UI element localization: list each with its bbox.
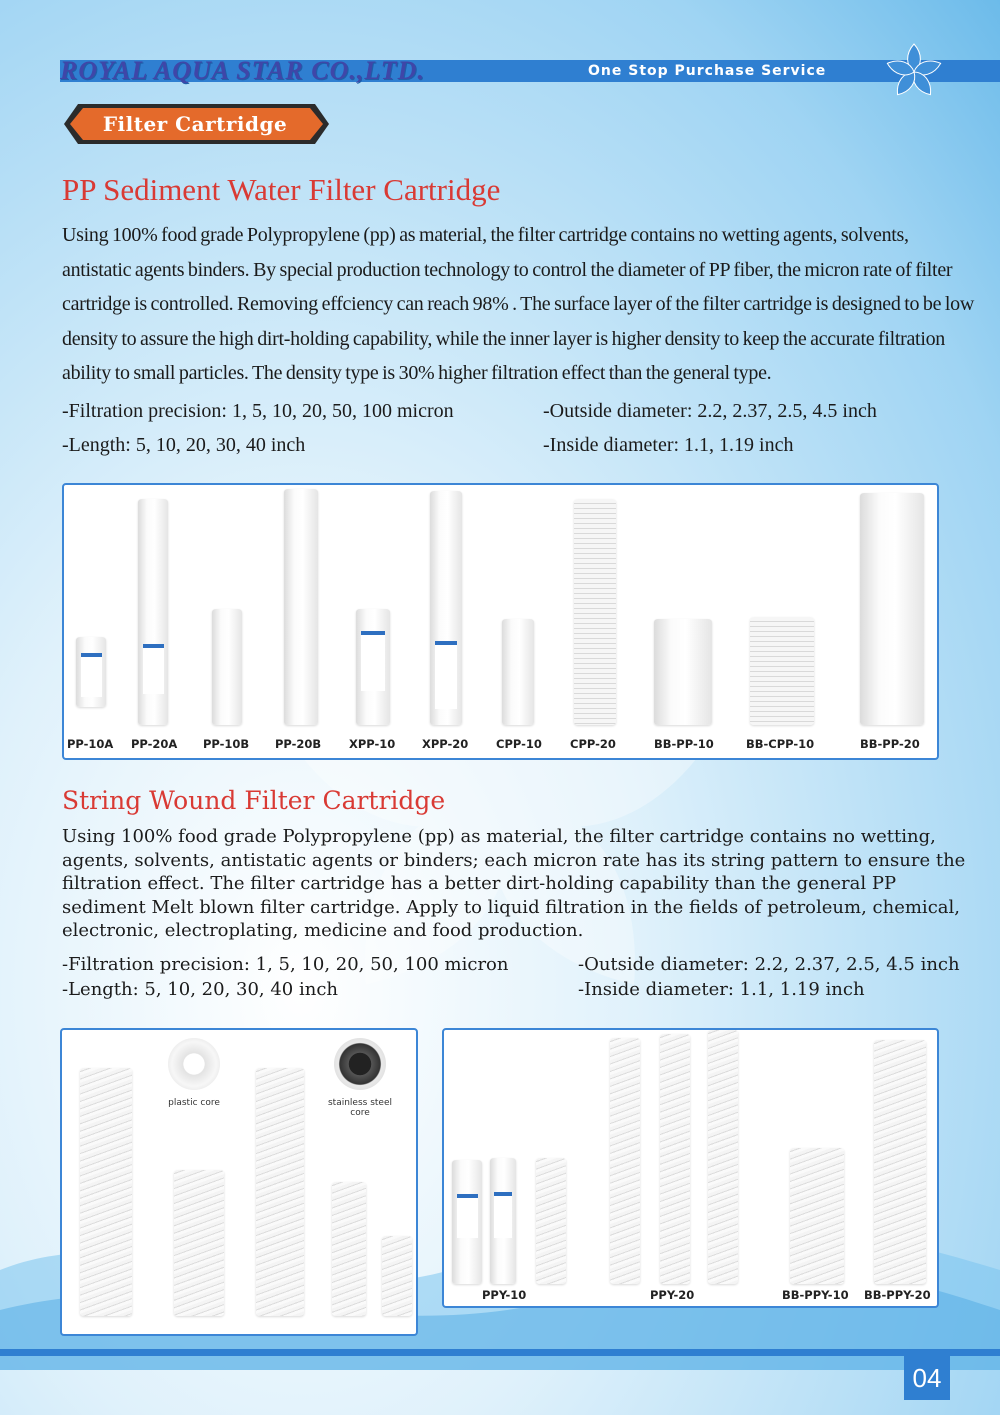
ppy-10-cartridge-a xyxy=(452,1160,482,1284)
bb-pp-10-cartridge xyxy=(654,619,712,725)
stainless-steel-core-label: stainless steel core xyxy=(327,1098,392,1118)
ppy-20-cartridge-c xyxy=(708,1030,738,1284)
plastic-core-image xyxy=(168,1038,220,1090)
product-label-bb-pp-20: BB-PP-20 xyxy=(860,737,920,751)
company-name: ROYAL AQUA STAR CO.,LTD. xyxy=(60,56,425,85)
pp-20b-cartridge xyxy=(284,489,318,725)
page-number: 04 xyxy=(912,1363,942,1393)
pp-section-body: Using 100% food grade Polypropylene (pp) as material, the filter cartridge contains no wetting agents, solvents, antistatic agents binders. By special production technology to control the diameter of PP fiber, the micron rate of filter cartridge is controlled. Removing effciency can reach 98% . The surface layer of the filter cartridge is designed to be low density to assure the high dirt-holding capability, while the inner layer is higher density to keep the accurate filtration ability to small particles. The density type is 30% higher filtration effect than the general type. xyxy=(62,224,974,384)
ppy-10-cartridge-c xyxy=(536,1158,566,1284)
ppy-10-cartridge-b xyxy=(490,1158,516,1284)
product-label-bb-cpp-10: BB-CPP-10 xyxy=(746,737,815,751)
pp-spec-precision: -Filtration precision: 1, 5, 10, 20, 50, 100 micron xyxy=(62,400,454,422)
pp-section-title: PP Sediment Water Filter Cartridge xyxy=(62,172,501,207)
cpp-10-cartridge xyxy=(502,619,534,725)
logo-star-icon xyxy=(884,42,944,102)
string-products-panel xyxy=(442,1028,939,1308)
plastic-core-label: plastic core xyxy=(168,1098,220,1108)
product-label-pp-20a: PP-20A xyxy=(131,737,178,751)
ppy-20-cartridge-a xyxy=(610,1038,640,1284)
product-label-pp-10b: PP-10B xyxy=(203,737,250,751)
string-cartridge-tiny xyxy=(382,1236,412,1316)
ppy-20-cartridge-b xyxy=(660,1034,690,1284)
string-cartridge-medium xyxy=(174,1170,224,1316)
string-spec-precision: -Filtration precision: 1, 5, 10, 20, 50, 100 micron xyxy=(62,954,509,975)
pp-spec-outside-diameter: -Outside diameter: 2.2, 2.37, 2.5, 4.5 inch xyxy=(543,400,877,422)
pp-spec-length: -Length: 5, 10, 20, 30, 40 inch xyxy=(62,434,306,456)
string-spec-length: -Length: 5, 10, 20, 30, 40 inch xyxy=(62,979,339,1000)
cpp-20-cartridge xyxy=(574,499,616,725)
product-label-pp-10a: PP-10A xyxy=(67,737,114,751)
product-label-cpp-20: CPP-20 xyxy=(570,737,616,751)
service-slogan: One Stop Purchase Service xyxy=(588,63,827,79)
product-label-cpp-10: CPP-10 xyxy=(496,737,542,751)
product-label-bb-ppy-10: BB-PPY-10 xyxy=(782,1288,849,1302)
product-label-bb-pp-10: BB-PP-10 xyxy=(654,737,714,751)
bb-ppy-10-cartridge xyxy=(790,1148,844,1284)
product-label-bb-ppy-20: BB-PPY-20 xyxy=(864,1288,931,1302)
string-cores-panel xyxy=(60,1028,418,1336)
product-label-ppy-20: PPY-20 xyxy=(650,1288,695,1302)
string-spec-inside-diameter: -Inside diameter: 1.1, 1.19 inch xyxy=(578,979,865,1000)
product-label-pp-20b: PP-20B xyxy=(275,737,322,751)
pp-10a-cartridge xyxy=(76,637,106,707)
product-label-xpp-20: XPP-20 xyxy=(422,737,469,751)
product-label-ppy-10: PPY-10 xyxy=(482,1288,527,1302)
pp-products-panel xyxy=(62,483,939,760)
bb-ppy-20-cartridge xyxy=(874,1040,926,1284)
pp-20a-cartridge xyxy=(138,499,168,725)
xpp-10-cartridge xyxy=(356,609,390,725)
string-cartridge-tall-right xyxy=(256,1068,304,1316)
string-section-body: Using 100% food grade Polypropylene (pp) as material, the filter cartridge contains no wetting, agents, solvents, antistatic agents or binders; each micron rate has its string pattern to ensure the filtration effect. The filter cartridge has a better dirt-holding capability than the general PP sediment Melt blown filter cartridge. Apply to liquid filtration in the fields of petroleum, chemical, electronic, electroplating, medicine and food production. xyxy=(62,826,966,941)
pp-10b-cartridge xyxy=(212,609,242,725)
section-tag-label: Filter Cartridge xyxy=(102,112,288,136)
bb-pp-20-cartridge xyxy=(860,493,924,725)
product-label-xpp-10: XPP-10 xyxy=(349,737,396,751)
stainless-steel-core-image xyxy=(334,1038,386,1090)
string-spec-outside-diameter: -Outside diameter: 2.2, 2.37, 2.5, 4.5 inch xyxy=(578,954,960,975)
string-cartridge-tall-left xyxy=(80,1068,132,1316)
string-cartridge-small xyxy=(332,1182,366,1316)
xpp-20-cartridge xyxy=(430,491,462,725)
string-section-title: String Wound Filter Cartridge xyxy=(62,786,446,815)
pp-spec-inside-diameter: -Inside diameter: 1.1, 1.19 inch xyxy=(543,434,794,456)
footer-bar xyxy=(0,1349,1000,1356)
bb-cpp-10-cartridge xyxy=(750,617,814,725)
